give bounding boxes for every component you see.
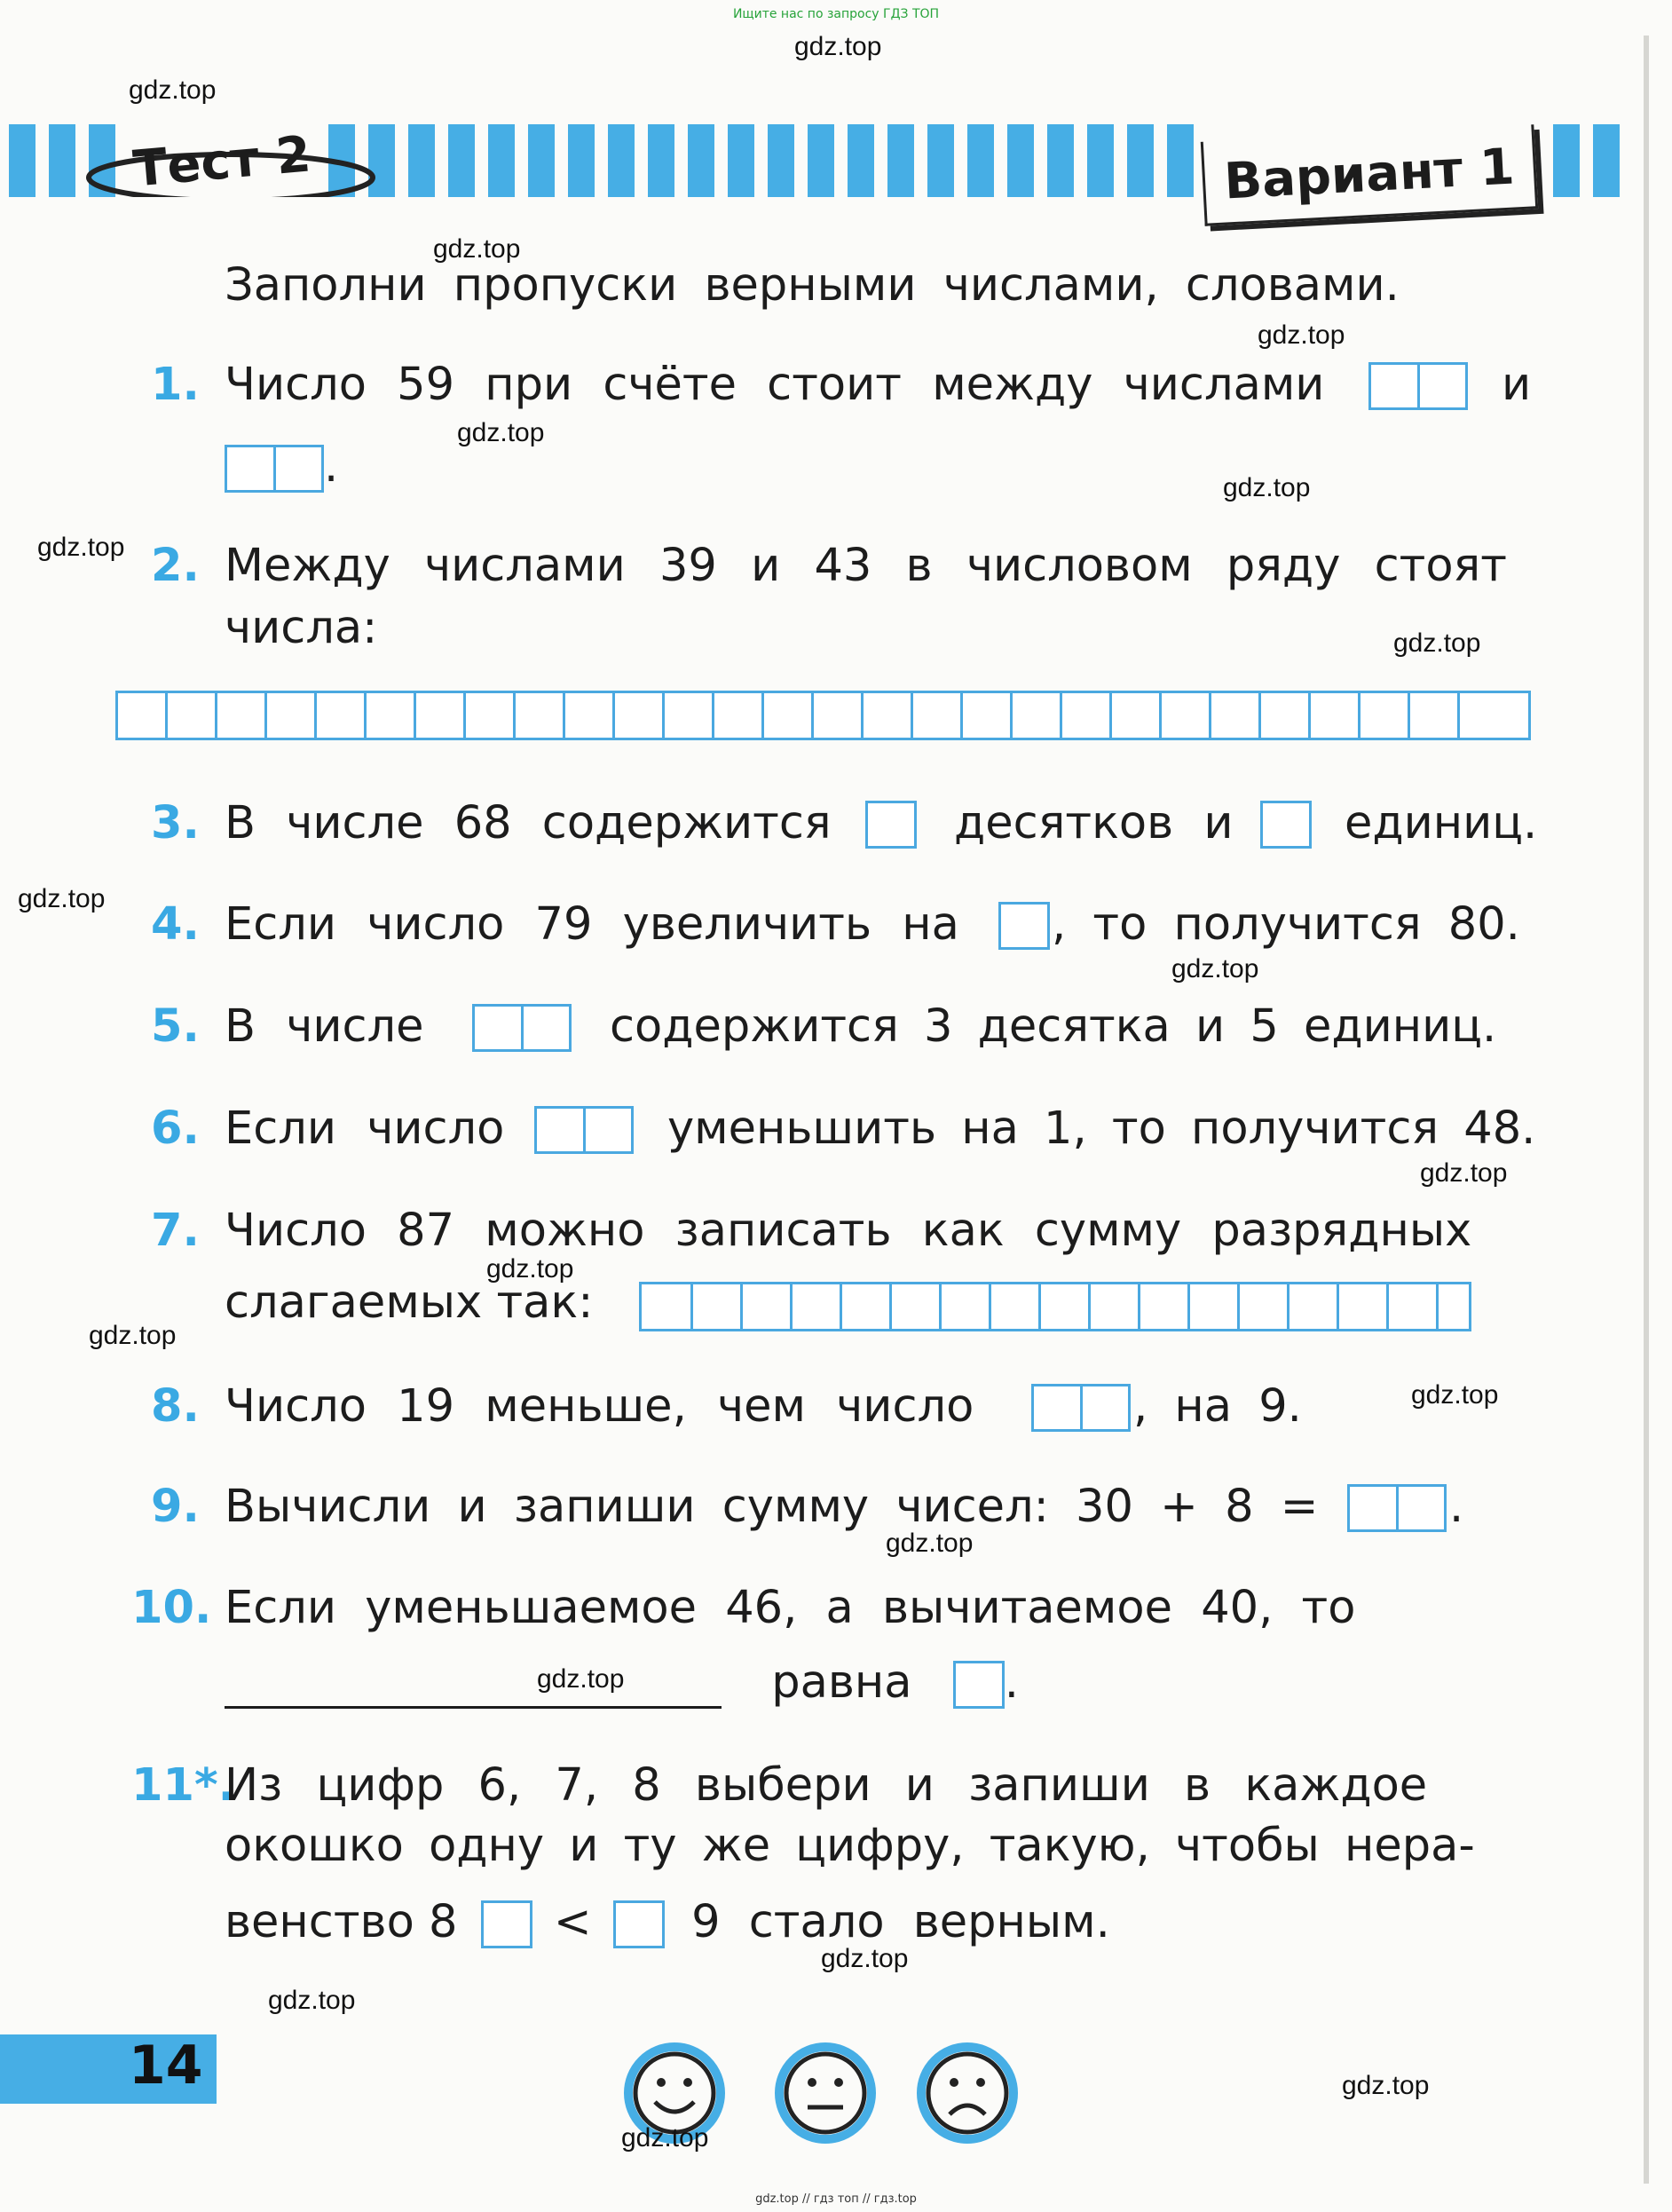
less-than-sign: < <box>553 1896 592 1948</box>
page-edge <box>1644 36 1649 2184</box>
task-text: Из цифр 6, 7, 8 выбери и запиши в каждое <box>225 1759 1428 1812</box>
task-text: слагаемых так: <box>225 1276 594 1329</box>
task-number: 5. <box>151 1000 200 1053</box>
watermark: gdz.top <box>1420 1158 1508 1188</box>
neutral-face-icon[interactable] <box>772 2040 879 2146</box>
watermark: gdz.top <box>457 418 545 447</box>
task-text: Если уменьшаемое 46, а вычитаемое 40, то <box>225 1582 1356 1634</box>
task-11 <box>131 1759 1531 1812</box>
answer-box[interactable] <box>481 1900 532 1948</box>
test-title: Тест 2 <box>130 125 313 199</box>
task-text: Вычисли и запиши сумму чисел: 30 + 8 = <box>225 1481 1319 1533</box>
task-text: Число 87 можно записать как сумму разрядных <box>225 1205 1472 1257</box>
task-5 <box>151 1000 1531 1053</box>
answer-cells[interactable] <box>639 1282 1471 1331</box>
task-number: 11*. <box>131 1759 236 1812</box>
watermark: gdz.top <box>1393 628 1481 658</box>
answer-box[interactable] <box>1368 362 1468 410</box>
page-number: 14 <box>129 2034 203 2097</box>
task-1 <box>151 359 1531 411</box>
answer-box[interactable] <box>225 445 324 493</box>
task-11-cont <box>225 1896 1110 1948</box>
watermark: gdz.top <box>37 533 125 562</box>
variant-label: Вариант 1 <box>1201 124 1538 226</box>
task-number: 6. <box>151 1102 200 1155</box>
watermark: gdz.top <box>821 1944 909 1973</box>
watermark: gdz.top <box>794 32 882 61</box>
answer-box[interactable] <box>953 1661 1005 1709</box>
task-text: Между числами 39 и 43 в числовом ряду стоят <box>225 540 1507 592</box>
watermark: gdz.top <box>268 1986 356 2015</box>
task-text: Число 19 меньше, чем число <box>225 1380 974 1433</box>
task-number: 9. <box>151 1481 200 1533</box>
task-text: Число 59 при счёте стоит между числами <box>225 359 1325 411</box>
watermark: gdz.top <box>1411 1380 1499 1410</box>
task-2 <box>151 540 1531 592</box>
watermark: gdz.top <box>129 75 217 105</box>
task-number: 2. <box>151 540 200 592</box>
task-number: 7. <box>151 1205 200 1257</box>
watermark: gdz.top <box>537 1664 625 1694</box>
answer-box[interactable] <box>1031 1384 1131 1432</box>
watermark: gdz.top <box>486 1254 574 1284</box>
page-number-bar <box>0 2034 217 2104</box>
task-number: 1. <box>151 359 200 411</box>
task-text: окошко одну и ту же цифру, такую, чтобы нера- <box>225 1820 1475 1872</box>
task-text: 9 стало верным. <box>691 1896 1110 1948</box>
answer-box[interactable] <box>1347 1484 1447 1532</box>
task-1-cont <box>225 440 338 493</box>
watermark: gdz.top <box>1171 954 1259 984</box>
task-text: В числе <box>225 1000 424 1053</box>
task-text: В числе 68 содержится <box>225 797 832 849</box>
task-text: числа: <box>225 602 378 654</box>
watermark: gdz.top <box>621 2123 709 2153</box>
watermark: gdz.top <box>18 884 106 913</box>
task-6 <box>151 1102 1536 1155</box>
task-number: 4. <box>151 898 200 951</box>
task-text: венство 8 <box>225 1896 458 1948</box>
task-text: , на 9. <box>1133 1380 1302 1433</box>
answer-box[interactable] <box>998 902 1050 950</box>
watermark: gdz.top <box>1258 320 1345 350</box>
answer-box[interactable] <box>534 1106 634 1154</box>
bottom-note: gdz.top // гдз топ // гдз.top <box>755 2192 917 2206</box>
task-text: единиц. <box>1345 797 1538 849</box>
task-number: 3. <box>151 797 200 849</box>
task-number: 10. <box>131 1582 212 1634</box>
task-8 <box>151 1380 1531 1433</box>
task-text: десятков и <box>954 797 1234 849</box>
task-10 <box>131 1582 1531 1634</box>
task-9 <box>151 1481 1531 1533</box>
sad-face-icon[interactable] <box>914 2040 1021 2146</box>
answer-cells[interactable] <box>115 691 1531 740</box>
task-text: , то получится 80. <box>1052 898 1520 951</box>
task-text: равна <box>771 1656 912 1709</box>
watermark: gdz.top <box>1223 473 1311 502</box>
task-text: . <box>324 440 339 493</box>
answer-box[interactable] <box>613 1900 665 1948</box>
watermark: gdz.top <box>89 1321 177 1350</box>
answer-box[interactable] <box>865 801 917 849</box>
task-text: . <box>1004 1656 1019 1709</box>
task-text: и <box>1502 359 1532 411</box>
task-text: Если число 79 увеличить на <box>225 898 959 951</box>
watermark: gdz.top <box>1342 2071 1430 2100</box>
task-text: содержится 3 десятка и 5 единиц. <box>610 1000 1497 1053</box>
task-3 <box>151 797 1538 849</box>
task-text: . <box>1449 1481 1464 1533</box>
top-note: Ищите нас по запросу ГДЗ ТОП <box>732 7 940 21</box>
answer-box[interactable] <box>472 1004 572 1052</box>
watermark: gdz.top <box>433 234 521 264</box>
answer-line[interactable] <box>225 1704 722 1709</box>
task-text: уменьшить на 1, то получится 48. <box>667 1102 1536 1155</box>
watermark: gdz.top <box>886 1529 974 1558</box>
task-4 <box>151 898 1531 951</box>
task-text: Если число <box>225 1102 505 1155</box>
task-number: 8. <box>151 1380 200 1433</box>
answer-box[interactable] <box>1260 801 1312 849</box>
task-7 <box>151 1205 1531 1257</box>
instruction: Заполни пропуски верными числами, словами. <box>225 259 1400 312</box>
